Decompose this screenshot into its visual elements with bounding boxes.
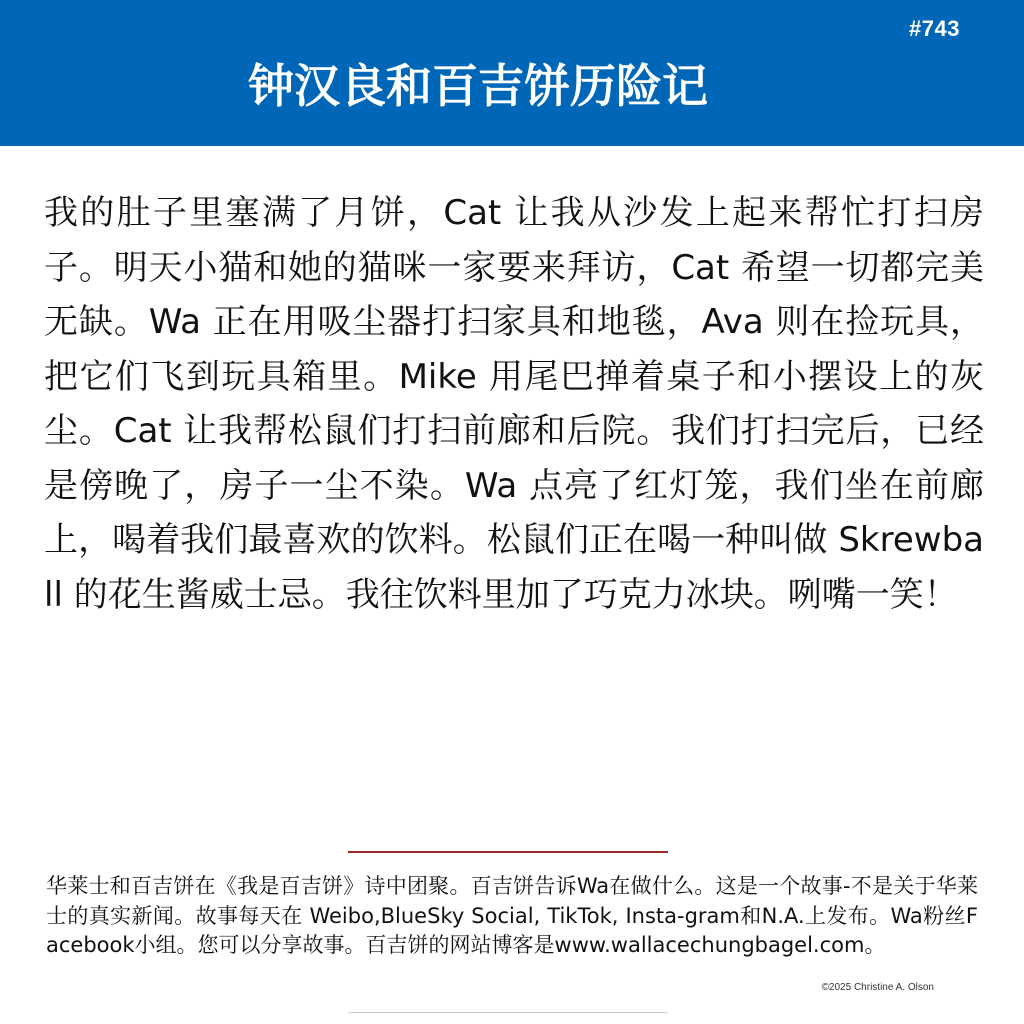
bottom-divider <box>348 1012 668 1013</box>
episode-number: #743 <box>909 16 960 41</box>
footer-note: 华莱士和百吉饼在《我是百吉饼》诗中团聚。百吉饼告诉Wa在做什么。这是一个故事-不是关于华莱士的真实新闻。故事每天在 Weibo,BlueSky Social, TikTok, Insta-gram和N.A.上发布。Wa粉丝Facebook小组。您可以分享故事。百吉饼的网站博客是www.wallacechungbagel.com。 <box>46 874 978 957</box>
section-divider <box>348 851 668 853</box>
story-text: 我的肚子里塞满了月饼，Cat 让我从沙发上起来帮忙打扫房子。明天小猫和她的猫咪一家要来拜访，Cat 希望一切都完美无缺。Wa 正在用吸尘器打扫家具和地毯，Ava 则在捡玩具，把它们飞到玩具箱里。Mike 用尾巴掸着桌子和小摆设上的灰尘。Cat 让我帮松鼠们打扫前廊和后院。我们打扫完后，已经是傍晚了，房子一尘不染。Wa 点亮了红灯笼，我们坐在前廊上，喝着我们最喜欢的饮料。松鼠们正在喝一种叫做 Skrewball 的花生酱威士忌。我往饮料里加了巧克力冰块。咧嘴一笑！ <box>44 193 984 615</box>
copyright-notice: ©2025 Christine A. Olson <box>821 982 934 993</box>
header-banner <box>0 0 1024 146</box>
page-title: 钟汉良和百吉饼历险记 <box>248 59 708 113</box>
